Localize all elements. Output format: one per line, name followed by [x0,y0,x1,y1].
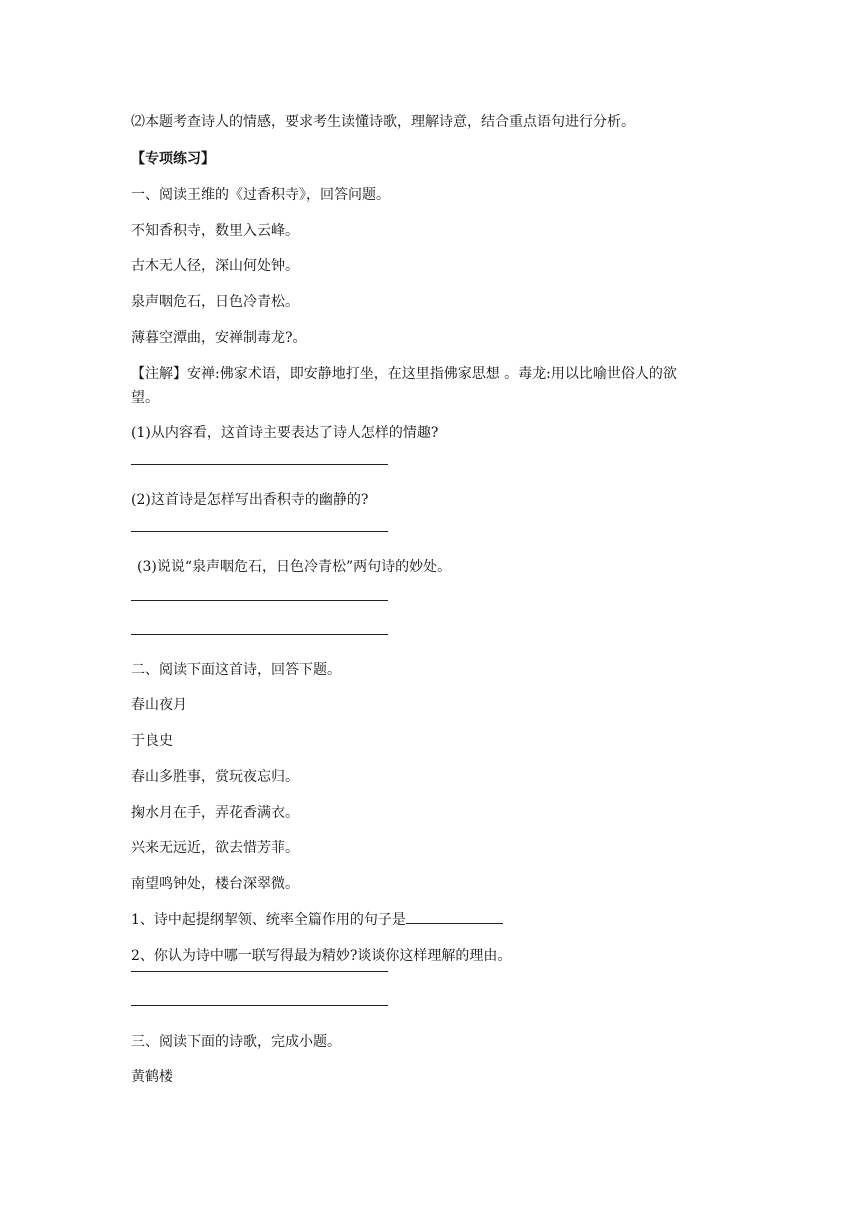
question-2-sub-2: 2、你认为诗中哪一联写得最为精妙?谈谈你这样理解的理由。 [131,948,512,964]
answer-line [131,600,388,601]
answer-line [131,634,388,635]
question-1-sub-2: (2)这首诗是怎样写出香积寺的幽静的? [131,492,369,508]
poem-2-line-1: 春山多胜事，赏玩夜忘归。 [131,769,299,785]
fill-in-blank [406,909,503,924]
poem-1-line-4: 薄暮空潭曲，安禅制毒龙?。 [131,330,307,346]
answer-line [131,1005,388,1006]
question-3-intro: 三、阅读下面的诗歌，完成小题。 [131,1034,341,1050]
poem-1-line-3: 泉声咽危石，日色冷青松。 [131,294,299,310]
question-1-sub-1: (1)从内容看，这首诗主要表达了诗人怎样的情趣? [131,425,439,441]
poem-1-line-1: 不知香积寺，数里入云峰。 [131,223,299,239]
poem-2-line-2: 掬水月在手，弄花香满衣。 [131,805,299,821]
poem-2-line-3: 兴来无远近，欲去惜芳菲。 [131,840,299,856]
answer-line [131,531,388,532]
poem-3-title: 黄鹤楼 [131,1069,173,1085]
poem-2-author: 于良史 [131,733,173,749]
question-2-intro: 二、阅读下面这首诗，回答下题。 [131,662,341,678]
section-heading: 【专项练习】 [131,151,215,167]
poem-2-line-4: 南望鸣钟处，楼台深翠微。 [131,876,299,892]
annotation-line-1: 【注解】安禅:佛家术语，即安静地打坐，在这里指佛家思想 。毒龙:用以比喻世俗人的欲 [131,366,677,382]
note-top: ⑵本题考查诗人的情感，要求考生读懂诗歌，理解诗意，结合重点语句进行分析。 [131,114,635,130]
question-2-sub-1-row [131,909,503,930]
poem-1-line-2: 古木无人径，深山何处钟。 [131,258,299,274]
answer-line [131,464,388,465]
question-2-sub-1: 1、诗中起提纲挈领、统率全篇作用的句子是 [131,912,406,928]
question-1-sub-3: (3)说说“泉声咽危石，日色冷青松”两句诗的妙处。 [137,559,452,575]
document-page [131,0,771,1216]
annotation-line-2: 望。 [131,390,159,406]
poem-2-title: 春山夜月 [131,697,187,713]
question-1-intro: 一、阅读王维的《过香积寺》，回答问题。 [131,187,390,203]
answer-line [131,971,388,972]
